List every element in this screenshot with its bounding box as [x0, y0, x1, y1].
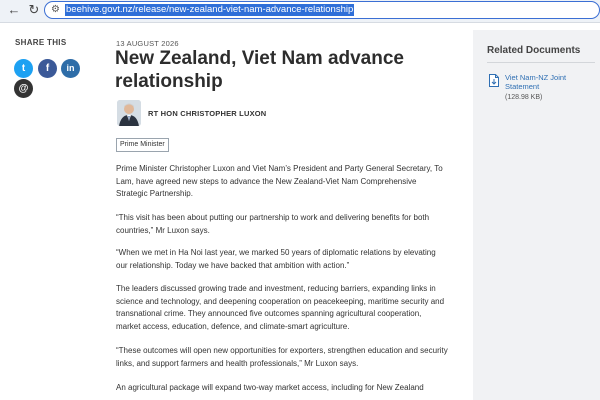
author-avatar — [117, 100, 141, 126]
article-paragraph: The leaders discussed growing trade and investment, reducing barriers, expanding links in science and technology, and deepening cooperation on peacekeeping, maritime security and transnational crime. They announced five outcomes spanning agricultural cooperation, market access, education, defence, and climate-smart agriculture. — [116, 284, 445, 331]
article-paragraph: Prime Minister Christopher Luxon and Viet Nam’s President and Party General Secretary, To Lam, have agreed new steps to advance the New Zealand-Viet Nam Comprehensive Strategic Partnership. — [116, 164, 443, 198]
facebook-icon: f — [45, 63, 50, 74]
article-paragraph: “These outcomes will open new opportunities for exporters, strengthen education and security links, and support farmers and health professionals,” Mr Luxon says. — [116, 346, 448, 368]
portfolio-tag[interactable]: Prime Minister — [116, 138, 169, 152]
email-icon: @ — [18, 83, 29, 94]
divider — [487, 62, 595, 63]
article-paragraph: An agricultural package will expand two-way market access, including for New Zealand — [116, 383, 424, 392]
reload-icon[interactable]: ↻ — [28, 2, 40, 17]
linkedin-icon: in — [66, 63, 75, 73]
browser-toolbar — [0, 0, 600, 23]
facebook-share-button[interactable] — [38, 59, 57, 78]
author-name[interactable]: RT HON CHRISTOPHER LUXON — [148, 109, 267, 118]
twitter-icon: t — [21, 63, 26, 74]
email-share-button[interactable] — [14, 79, 33, 98]
linkedin-share-button[interactable] — [61, 59, 80, 78]
back-arrow-icon[interactable]: ← — [7, 2, 21, 17]
document-size: (128.98 KB) — [505, 94, 543, 101]
related-documents-title: Related Documents — [487, 45, 581, 56]
url-text[interactable]: beehive.govt.nz/release/new-zealand-viet-nam-advance-relationship — [66, 4, 354, 15]
article-paragraph: “When we met in Ha Noi last year, we marked 50 years of diplomatic relations by elevating our relationship. Today we have backed that ambition with action.” — [116, 248, 436, 270]
release-date: 13 AUGUST 2026 — [116, 39, 179, 48]
share-title: SHARE THIS — [15, 38, 67, 47]
related-document-link[interactable]: Viet Nam-NZ Joint Statement — [505, 73, 567, 91]
related-documents-panel — [473, 30, 600, 400]
page-title: New Zealand, Viet Nam advance relationship — [115, 48, 404, 92]
document-icon — [489, 74, 499, 87]
site-settings-icon[interactable]: ⚙ — [51, 4, 60, 15]
address-bar[interactable] — [44, 1, 600, 19]
twitter-share-button[interactable] — [14, 59, 33, 78]
article-paragraph: “This visit has been about putting our partnership to work and delivering benefits for both countries,” Mr Luxon says. — [116, 213, 430, 235]
